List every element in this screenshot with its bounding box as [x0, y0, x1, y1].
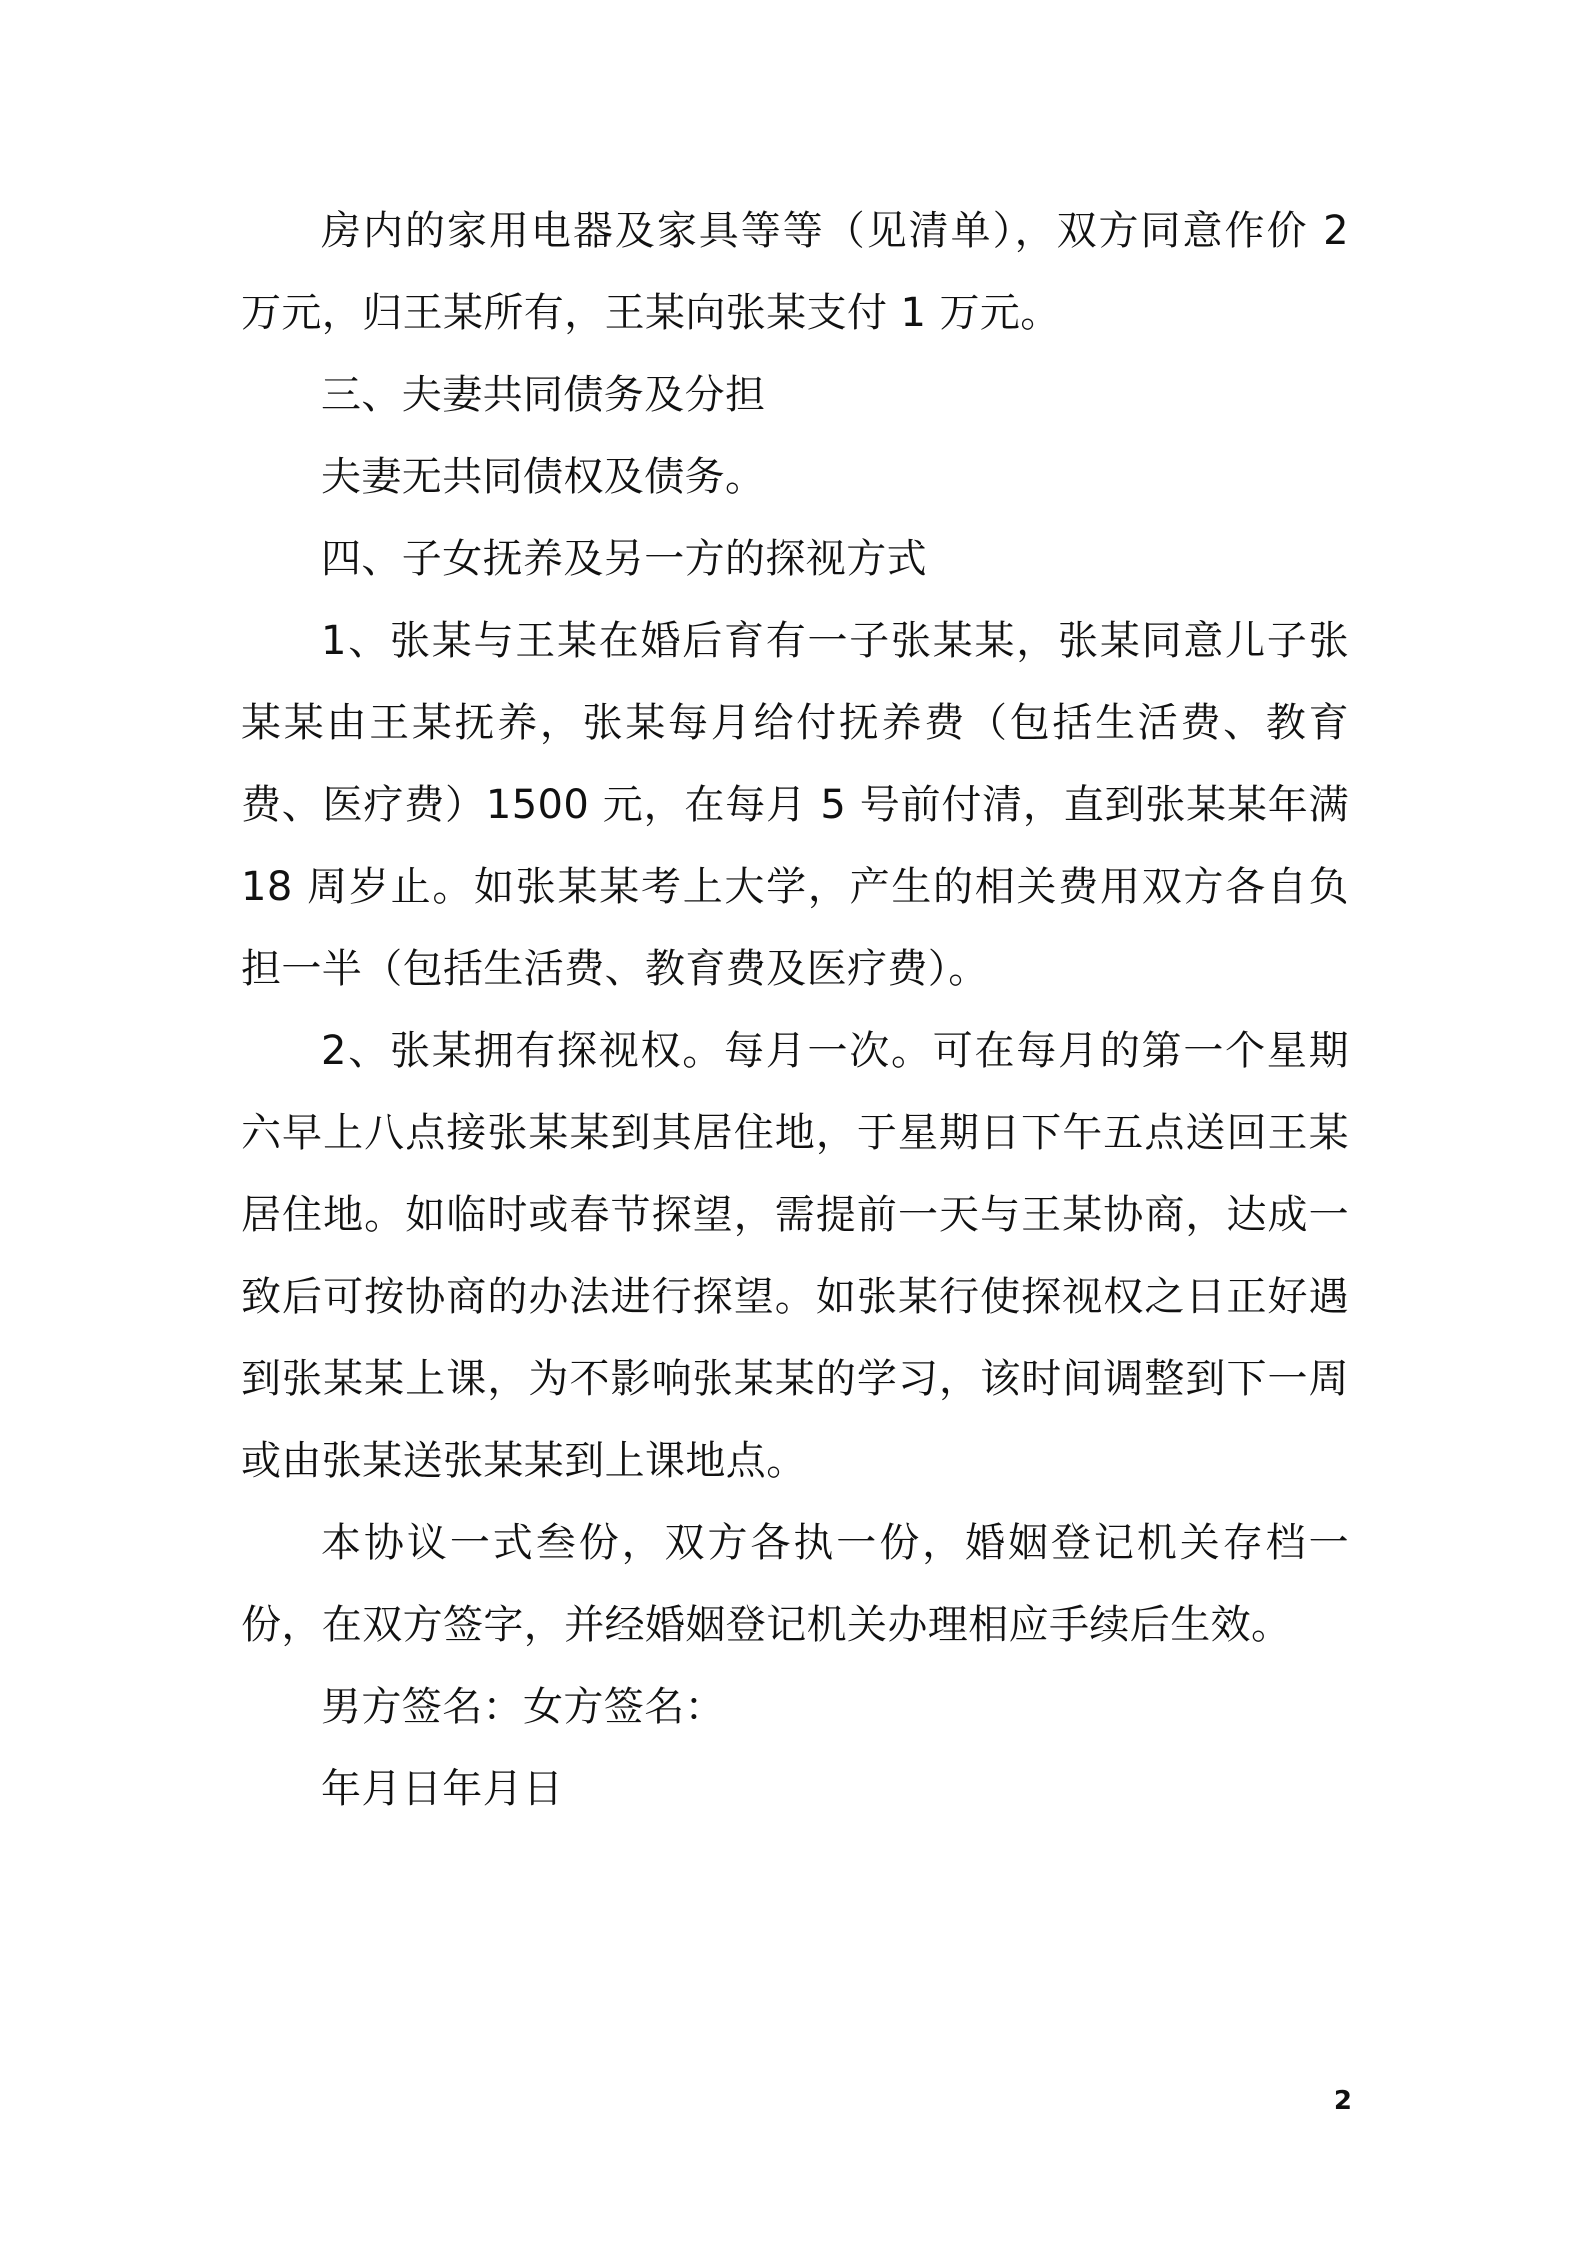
paragraph-no-debts: 夫妻无共同债权及债务。 — [321, 454, 766, 500]
page-number: 2 — [1333, 2086, 1352, 2116]
heading-child-custody: 四、子女抚养及另一方的探视方式 — [321, 536, 927, 582]
signature-line: 男方签名：女方签名： — [321, 1684, 725, 1730]
paragraph-visitation: 2、张某拥有探视权。每月一次。可在每月的第一个星期六早上八点接张某某到其居住地，于星期日下午五点送回王某居住地。如临时或春节探望，需提前一天与王某协商，达成一致后可按协商的办法进行探望。如张某行使探视权之日正好遇到张某某上课，为不影响张某某的学习，该时间调整到下一周或由张某送张某某到上课地点。 — [241, 1028, 1349, 1484]
paragraph-copies: 本协议一式叁份，双方各执一份，婚姻登记机关存档一份，在双方签字，并经婚姻登记机关办理相应手续后生效。 — [241, 1520, 1349, 1648]
date-line: 年月日年月日 — [321, 1766, 564, 1812]
heading-joint-debts: 三、夫妻共同债务及分担 — [321, 372, 766, 418]
paragraph-child-support: 1、张某与王某在婚后育有一子张某某，张某同意儿子张某某由王某抚养，张某每月给付抚养费（包括生活费、教育费、医疗费）1500 元，在每月 5 号前付清，直到张某某年满 18 周岁止。如张某某考上大学，产生的相关费用双方各自负担一半（包括生活费、教育费及医疗费）。 — [241, 618, 1349, 992]
document-body — [241, 190, 1349, 1830]
paragraph-appliances: 房内的家用电器及家具等等（见清单），双方同意作价 2 万元，归王某所有，王某向张某支付 1 万元。 — [241, 208, 1349, 336]
